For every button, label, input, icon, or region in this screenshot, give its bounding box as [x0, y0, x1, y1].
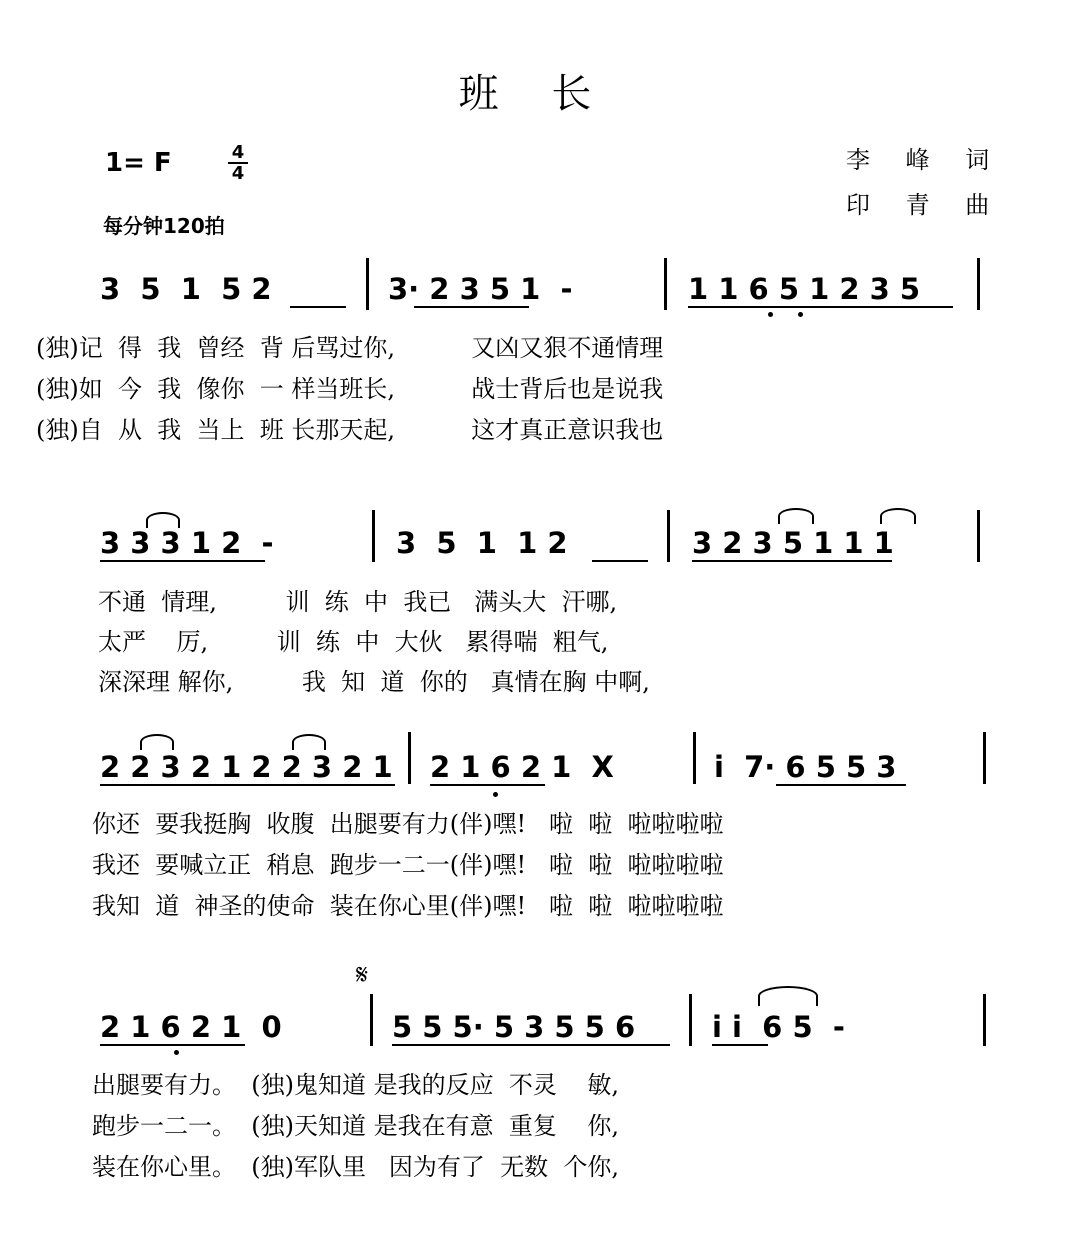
- system-1-lyric-verse-1: (独)记 得 我 曾经 背 后骂过你, 又凶又狠不通情理: [36, 334, 664, 362]
- key-signature: 1= F: [105, 148, 172, 178]
- system-4-lyric-verse-1: 出腿要有力。 (独)鬼知道 是我的反应 不灵 敏,: [92, 1071, 620, 1099]
- tie-slur: [292, 734, 326, 750]
- system-4-measure-1-notes: 2 1 6 2 1 0: [100, 1010, 282, 1044]
- underline-beam: [100, 560, 265, 562]
- system-4-lyric-verse-2: 跑步一二一。 (独)天知道 是我在有意 重复 你,: [92, 1112, 620, 1140]
- barline: [983, 732, 986, 784]
- system-2-measure-2-notes: 3 5 1 1 2: [396, 526, 568, 560]
- system-3-lyric-verse-3: 我知 道 神圣的使命 装在你心里(伴)嘿! 啦 啦 啦啦啦啦: [92, 892, 724, 920]
- underline-beam: [712, 1044, 768, 1046]
- underline-beam: [592, 560, 648, 562]
- song-title: 班 长: [458, 71, 612, 117]
- system-2-lyric-verse-3: 深深理 解你, 我 知 道 你的 真情在胸 中啊,: [98, 668, 650, 696]
- tie-slur: [758, 986, 818, 1006]
- system-1-lyric-verse-3: (独)自 从 我 当上 班 长那天起, 这才真正意识我也: [36, 416, 664, 444]
- barline: [366, 258, 369, 310]
- lyricist-credit: 李 峰 词: [846, 146, 1004, 174]
- segno-sign: 𝄋: [356, 958, 369, 991]
- barline: [977, 510, 980, 562]
- system-3-lyric-verse-1: 你还 要我挺胸 收腹 出腿要有力(伴)嘿! 啦 啦 啦啦啦啦: [92, 810, 724, 838]
- tie-slur: [140, 734, 174, 750]
- barline: [372, 510, 375, 562]
- underline-beam: [688, 306, 953, 308]
- time-signature: [228, 144, 248, 182]
- underline-beam: [692, 560, 892, 562]
- system-1-measure-1-notes: 3 5 1 5 2: [100, 272, 272, 306]
- system-2-lyric-verse-2: 太严 厉, 训 练 中 大伙 累得喘 粗气,: [98, 628, 609, 656]
- underline-beam: [100, 784, 395, 786]
- time-signature-denominator: 4: [231, 163, 245, 184]
- octave-dot: [493, 792, 498, 797]
- system-3-lyric-verse-2: 我还 要喊立正 稍息 跑步一二一(伴)嘿! 啦 啦 啦啦啦啦: [92, 851, 724, 879]
- composer-credit: 印 青 曲: [846, 191, 1004, 219]
- barline: [977, 258, 980, 310]
- underline-beam: [414, 306, 529, 308]
- tie-slur: [880, 508, 916, 524]
- octave-dot: [768, 312, 773, 317]
- barline: [693, 732, 696, 784]
- system-1-measure-2-notes: 3· 2 3 5 1 -: [388, 272, 573, 306]
- system-2-measure-1-notes: 3 3 3 1 2 -: [100, 526, 274, 560]
- barline: [408, 732, 411, 784]
- underline-beam: [776, 784, 906, 786]
- octave-dot: [174, 1050, 179, 1055]
- barline: [664, 258, 667, 310]
- underline-beam: [290, 306, 346, 308]
- system-2-lyric-verse-1: 不通 情理, 训 练 中 我已 满头大 汗哪,: [98, 588, 618, 616]
- barline: [689, 994, 692, 1046]
- system-1-lyric-verse-2: (独)如 今 我 像你 一 样当班长, 战士背后也是说我: [36, 375, 664, 403]
- barline: [370, 994, 373, 1046]
- system-3-measure-1-notes: 2 2 3 2 1 2 2 3 2 1: [100, 750, 393, 784]
- octave-dot: [798, 312, 803, 317]
- system-4-measure-2-notes: 5 5 5· 5 3 5 5 6: [392, 1010, 636, 1044]
- tie-slur: [778, 508, 814, 524]
- barline: [983, 994, 986, 1046]
- system-4-lyric-verse-3: 装在你心里。 (独)军队里 因为有了 无数 个你,: [92, 1153, 620, 1181]
- system-3-measure-2-notes: 2 1 6 2 1 X: [430, 750, 614, 784]
- system-3-measure-3-notes: i 7· 6 5 5 3: [714, 750, 897, 784]
- tempo-marking: 每分钟120拍: [103, 214, 225, 238]
- underline-beam: [392, 1044, 670, 1046]
- underline-beam: [100, 1044, 245, 1046]
- barline: [667, 510, 670, 562]
- time-signature-numerator: 4: [231, 142, 245, 163]
- system-4-measure-3-notes: i i 6 5 -: [712, 1010, 845, 1044]
- system-1-measure-3-notes: 1 1 6 5 1 2 3 5: [688, 272, 921, 306]
- underline-beam: [430, 784, 545, 786]
- system-2-measure-3-notes: 3 2 3 5 1 1 1: [692, 526, 894, 560]
